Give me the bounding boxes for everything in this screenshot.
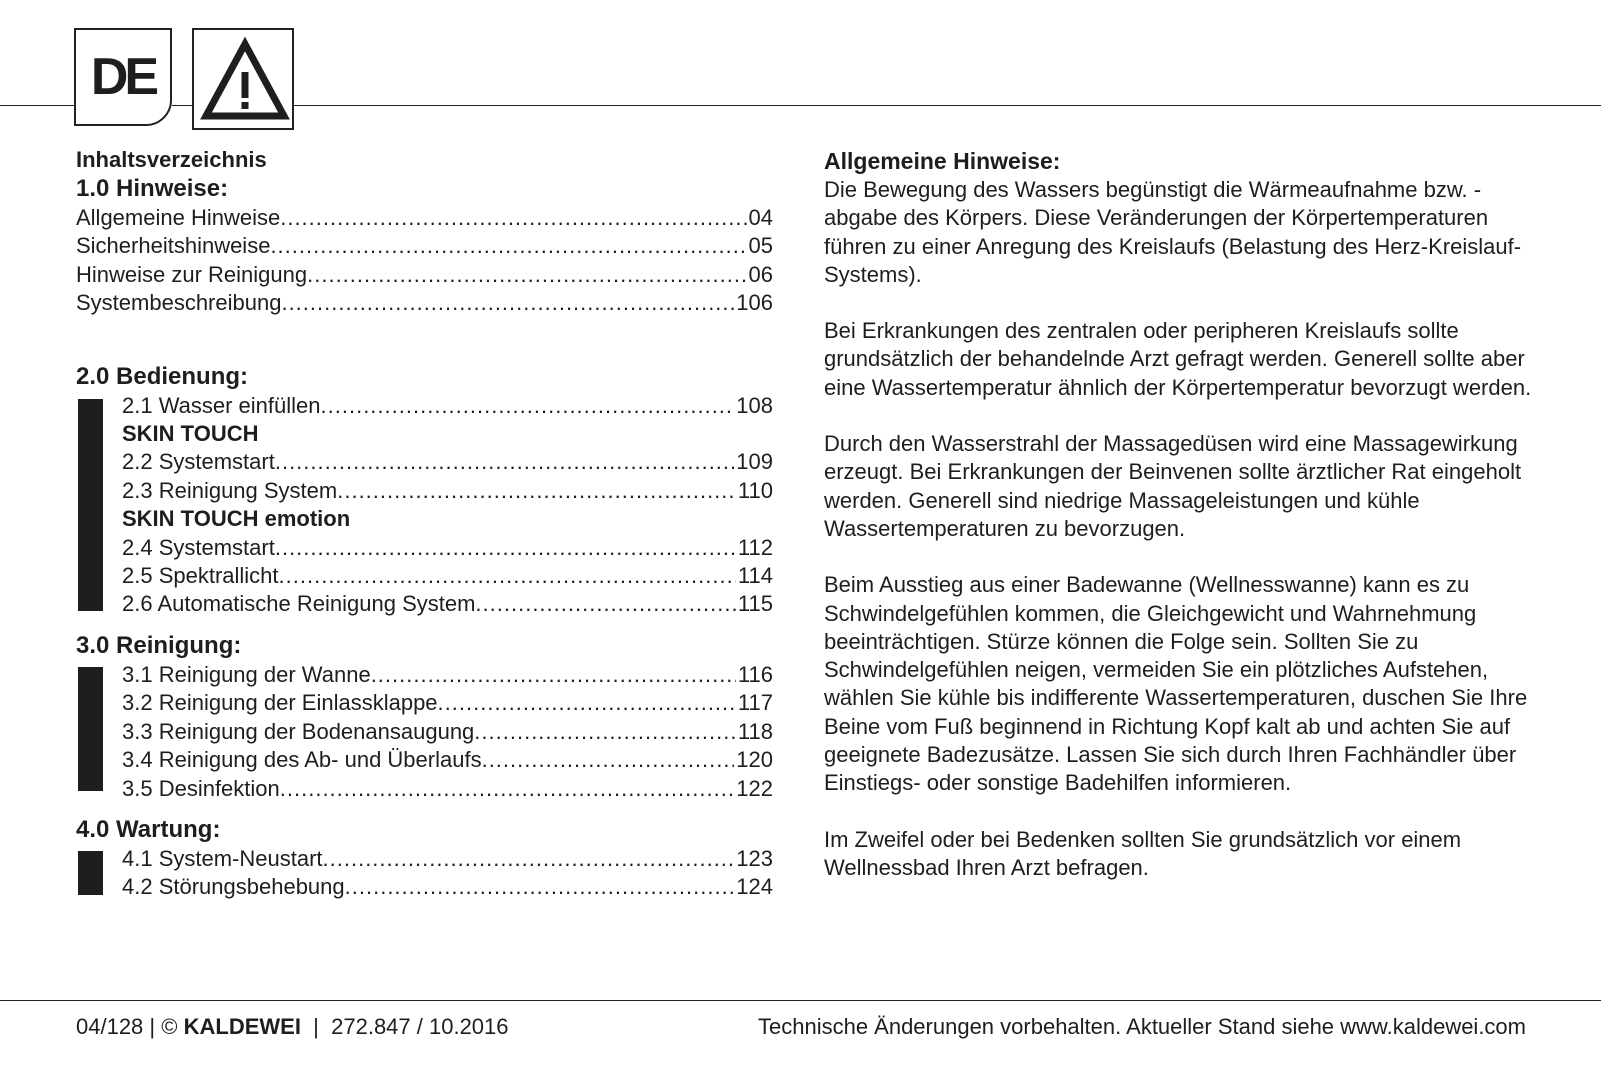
general-notes-heading: Allgemeine Hinweise:: [824, 148, 1061, 174]
toc-entry[interactable]: 3.4 Reinigung des Ab- und Überlaufs ..... 120: [122, 746, 773, 774]
notes-paragraph: Bei Erkrankungen des zentralen oder peripheren Kreislaufs sollte grundsätzlich der behandelnde Arzt gefragt werden. Generell sollte aber eine Wassertemperatur ähnlich der Körpertemperatur bevorzugt werden.: [824, 318, 1532, 400]
subgroup-heading: SKIN TOUCH: [122, 421, 259, 447]
toc-entry[interactable]: 3.3 Reinigung der Bodenansaugung ..... 118: [122, 718, 773, 746]
footer-notice: Technische Änderungen vorbehalten. Aktueller Stand siehe www.kaldewei.com: [757, 1014, 1526, 1039]
toc-entry[interactable]: 2.2 Systemstart ..... 109: [122, 448, 773, 476]
notes-paragraph: Die Bewegung des Wassers begünstigt die Wärmeaufnahme bzw. -abgabe des Körpers. Diese Veränderungen der Körpertemperaturen führen zu einer Anregung des Kreislaufs (Belastung des Herz-Kreislauf-Systems).: [824, 177, 1522, 287]
toc-entry[interactable]: 4.2 Störungsbehebung ..... 124: [122, 873, 773, 901]
warning-triangle-icon: [194, 30, 296, 132]
document-number: 272.847 / 10.2016: [331, 1014, 509, 1039]
footer-rule: [0, 1000, 1601, 1001]
header-rule-left: [0, 105, 74, 106]
toc-entry[interactable]: Allgemeine Hinweise ..... 04: [76, 204, 773, 232]
toc-entry[interactable]: Systembeschreibung ..... 106: [76, 289, 773, 317]
toc-entry[interactable]: 3.2 Reinigung der Einlassklappe ..... 117: [122, 689, 773, 717]
general-notes: [824, 146, 1544, 910]
toc-entry[interactable]: Hinweise zur Reinigung ..... 06: [76, 261, 773, 289]
toc-entry[interactable]: 2.3 Reinigung System ..... 110: [122, 477, 773, 505]
section-marker-bar: [78, 667, 103, 791]
toc-section-wartung: [76, 815, 773, 902]
table-of-contents: [76, 146, 773, 902]
notes-paragraph: Im Zweifel oder bei Bedenken sollten Sie grundsätzlich vor einem Wellnessbad Ihren Arzt befragen.: [824, 826, 1462, 880]
section-title: 2.0 Bedienung:: [76, 362, 249, 390]
toc-section-bedienung: [76, 362, 773, 619]
notes-paragraph: Durch den Wasserstrahl der Massagedüsen wird eine Massagewirkung erzeugt. Bei Erkrankungen der Beinvenen sollte ärztlicher Rat eingeholt werden. Generell sind niedrige Massageleistungen und kühle Wassertemperaturen zu bevorzugen.: [824, 431, 1522, 541]
toc-entry[interactable]: 3.5 Desinfektion ..... 122: [122, 775, 773, 803]
page-number: 04/128: [76, 1014, 144, 1039]
toc-entry[interactable]: 4.1 System-Neustart ..... 123: [122, 845, 773, 873]
toc-heading: Inhaltsverzeichnis: [76, 147, 267, 172]
header-rule-mid: [172, 105, 192, 106]
header-rule-right: [294, 105, 1601, 106]
toc-entry[interactable]: 2.4 Systemstart ..... 112: [122, 534, 773, 562]
section-title: 4.0 Wartung:: [76, 815, 221, 843]
section-title: 1.0 Hinweise:: [76, 175, 229, 202]
footer-separator: |: [313, 1014, 319, 1039]
section-marker-bar: [78, 399, 103, 611]
toc-entry[interactable]: 2.6 Automatische Reinigung System ..... 115: [122, 590, 773, 618]
toc-entry[interactable]: 2.1 Wasser einfüllen ..... 108: [122, 392, 773, 420]
notes-paragraph: Beim Ausstieg aus einer Badewanne (Wellnesswanne) kann es zu Schwindelgefühlen kommen, die Gleichgewicht und Wahrnehmung beeinträchtigen. Stürze können die Folge sein. Sollten Sie zu Schwindelgefühlen neigen, vermeiden Sie ein plötzliches Aufstehen, wählen Sie kühle bis indifferente Wassertemperaturen, duschen Sie Ihre Beine vom Fuß beginnend in Richtung Kopf kalt ab und achten Sie auf geeignete Badezusätze. Lassen Sie sich durch Ihren Fachhändler über Einstiegs- oder sonstige Badehilfen informieren.: [824, 572, 1528, 796]
brand-name: KALDEWEI: [183, 1014, 301, 1039]
toc-section-hinweise: [76, 174, 773, 318]
subgroup-heading: SKIN TOUCH emotion: [122, 506, 351, 532]
section-title: 3.0 Reinigung:: [76, 631, 242, 659]
toc-entry[interactable]: Sicherheitshinweise ..... 05: [76, 232, 773, 260]
warning-badge: [192, 28, 294, 130]
section-marker-bar: [78, 851, 103, 895]
language-badge: [74, 28, 172, 126]
toc-section-reinigung: [76, 631, 773, 803]
copyright-symbol: ©: [161, 1014, 178, 1039]
footer-separator: |: [149, 1014, 156, 1039]
footer-left: [76, 1013, 509, 1041]
toc-entry[interactable]: 3.1 Reinigung der Wanne ..... 116: [122, 661, 773, 689]
language-code: DE: [90, 48, 156, 106]
toc-entry[interactable]: 2.5 Spektrallicht ..... 114: [122, 562, 773, 590]
